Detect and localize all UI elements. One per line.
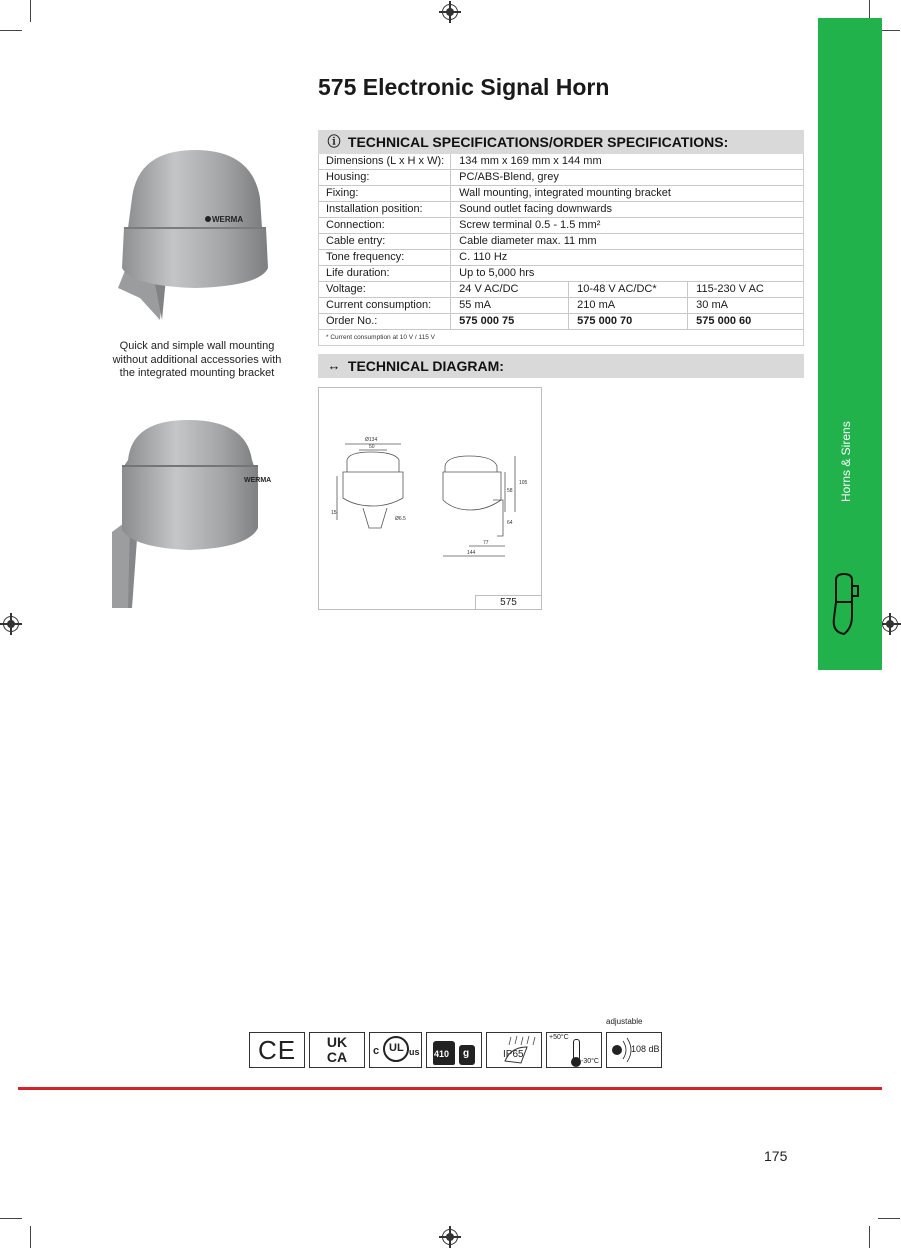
spec-label: Order No.: bbox=[318, 314, 451, 330]
weight-icon: 410 g bbox=[426, 1032, 482, 1068]
footer-divider bbox=[18, 1087, 882, 1090]
dim-label: 15 bbox=[331, 510, 337, 516]
spec-value: 24 V AC/DC bbox=[451, 282, 569, 298]
order-number: 575 000 75 bbox=[451, 314, 569, 330]
spec-label: Current consumption: bbox=[318, 298, 451, 314]
sound-level-icon: 108 dB bbox=[606, 1032, 662, 1068]
spec-value: C. 110 Hz bbox=[451, 250, 804, 266]
dim-label: 105 bbox=[519, 480, 528, 486]
spec-value: 10-48 V AC/DC* bbox=[569, 282, 688, 298]
dim-label: 50 bbox=[369, 444, 375, 450]
dim-label: 77 bbox=[483, 540, 489, 546]
spec-value: 134 mm x 169 mm x 144 mm bbox=[451, 154, 804, 170]
spec-label: Cable entry: bbox=[318, 234, 451, 250]
page-number: 175 bbox=[764, 1148, 788, 1164]
spec-label: Life duration: bbox=[318, 266, 451, 282]
cul-us-mark-icon: c UL us bbox=[369, 1032, 422, 1068]
crop-mark bbox=[0, 1218, 22, 1219]
diagram-label: 575 bbox=[475, 595, 542, 610]
technical-diagram bbox=[318, 387, 542, 610]
spec-label: Connection: bbox=[318, 218, 451, 234]
page-title: 575 Electronic Signal Horn bbox=[318, 74, 610, 100]
caption-line: the integrated mounting bracket bbox=[119, 367, 275, 379]
specs-heading: TECHNICAL SPECIFICATIONS/ORDER SPECIFICATIONS: bbox=[347, 134, 729, 150]
temperature-range-icon: +50°C -30°C bbox=[546, 1032, 602, 1068]
spec-label: Tone frequency: bbox=[318, 250, 451, 266]
crop-mark bbox=[30, 0, 31, 22]
crop-mark bbox=[869, 1226, 870, 1248]
ip-rating-icon: IP65 bbox=[486, 1032, 542, 1068]
spec-label: Housing: bbox=[318, 170, 451, 186]
spec-value: 210 mA bbox=[569, 298, 688, 314]
caption-line: Quick and simple wall mounting bbox=[119, 340, 275, 352]
spec-value: Cable diameter max. 11 mm bbox=[451, 234, 804, 250]
ce-mark-icon: CE bbox=[249, 1032, 305, 1068]
product-caption bbox=[104, 340, 290, 381]
diagram-heading-bar bbox=[318, 354, 804, 378]
dim-label: 144 bbox=[467, 550, 476, 556]
diagram-drawing bbox=[319, 388, 541, 594]
dim-label: 58 bbox=[507, 488, 513, 494]
double-arrow-icon: ↔ bbox=[327, 357, 341, 373]
registration-mark-icon bbox=[442, 1229, 458, 1245]
spec-value: Screw terminal 0.5 - 1.5 mm² bbox=[451, 218, 804, 234]
section-tab-label: Horns & Sirens bbox=[839, 421, 853, 502]
dim-label: Ø6.5 bbox=[395, 516, 406, 522]
spec-value: 115-230 V AC bbox=[688, 282, 804, 298]
table-frame bbox=[318, 154, 804, 346]
spec-value: 30 mA bbox=[688, 298, 804, 314]
spec-label: Dimensions (L x H x W): bbox=[318, 154, 451, 170]
brand-logo: WERMA bbox=[212, 215, 244, 224]
spec-value: Sound outlet facing downwards bbox=[451, 202, 804, 218]
spec-value: PC/ABS-Blend, grey bbox=[451, 170, 804, 186]
crop-mark bbox=[0, 30, 22, 31]
specs-heading-bar bbox=[318, 130, 804, 154]
dim-label: Ø134 bbox=[365, 437, 378, 443]
spec-value: Wall mounting, integrated mounting bracket bbox=[451, 186, 804, 202]
spec-label: Installation position: bbox=[318, 202, 451, 218]
diagram-heading: TECHNICAL DIAGRAM: bbox=[347, 358, 504, 374]
caption-line: without additional accessories with bbox=[112, 353, 282, 366]
registration-mark-icon bbox=[882, 616, 898, 632]
spec-label: Voltage: bbox=[318, 282, 451, 298]
crop-mark bbox=[878, 1218, 900, 1219]
adjustable-label: adjustable bbox=[606, 1017, 643, 1026]
spec-label: Fixing: bbox=[318, 186, 451, 202]
crop-mark bbox=[30, 1226, 31, 1248]
order-number: 575 000 60 bbox=[688, 314, 804, 330]
registration-mark-icon bbox=[3, 616, 19, 632]
horn-icon bbox=[828, 572, 862, 636]
product-image-side bbox=[108, 420, 272, 610]
product-image-front bbox=[110, 148, 280, 328]
order-number: 575 000 70 bbox=[569, 314, 688, 330]
spec-value: 55 mA bbox=[451, 298, 569, 314]
dim-label: 64 bbox=[507, 520, 513, 526]
registration-mark-icon bbox=[442, 4, 458, 20]
info-icon: ⓘ bbox=[327, 133, 341, 149]
spec-value: Up to 5,000 hrs bbox=[451, 266, 804, 282]
footnote: * Current consumption at 10 V / 115 V bbox=[326, 334, 435, 341]
ukca-mark-icon: UK CA bbox=[309, 1032, 365, 1068]
brand-logo: WERMA bbox=[244, 477, 272, 484]
